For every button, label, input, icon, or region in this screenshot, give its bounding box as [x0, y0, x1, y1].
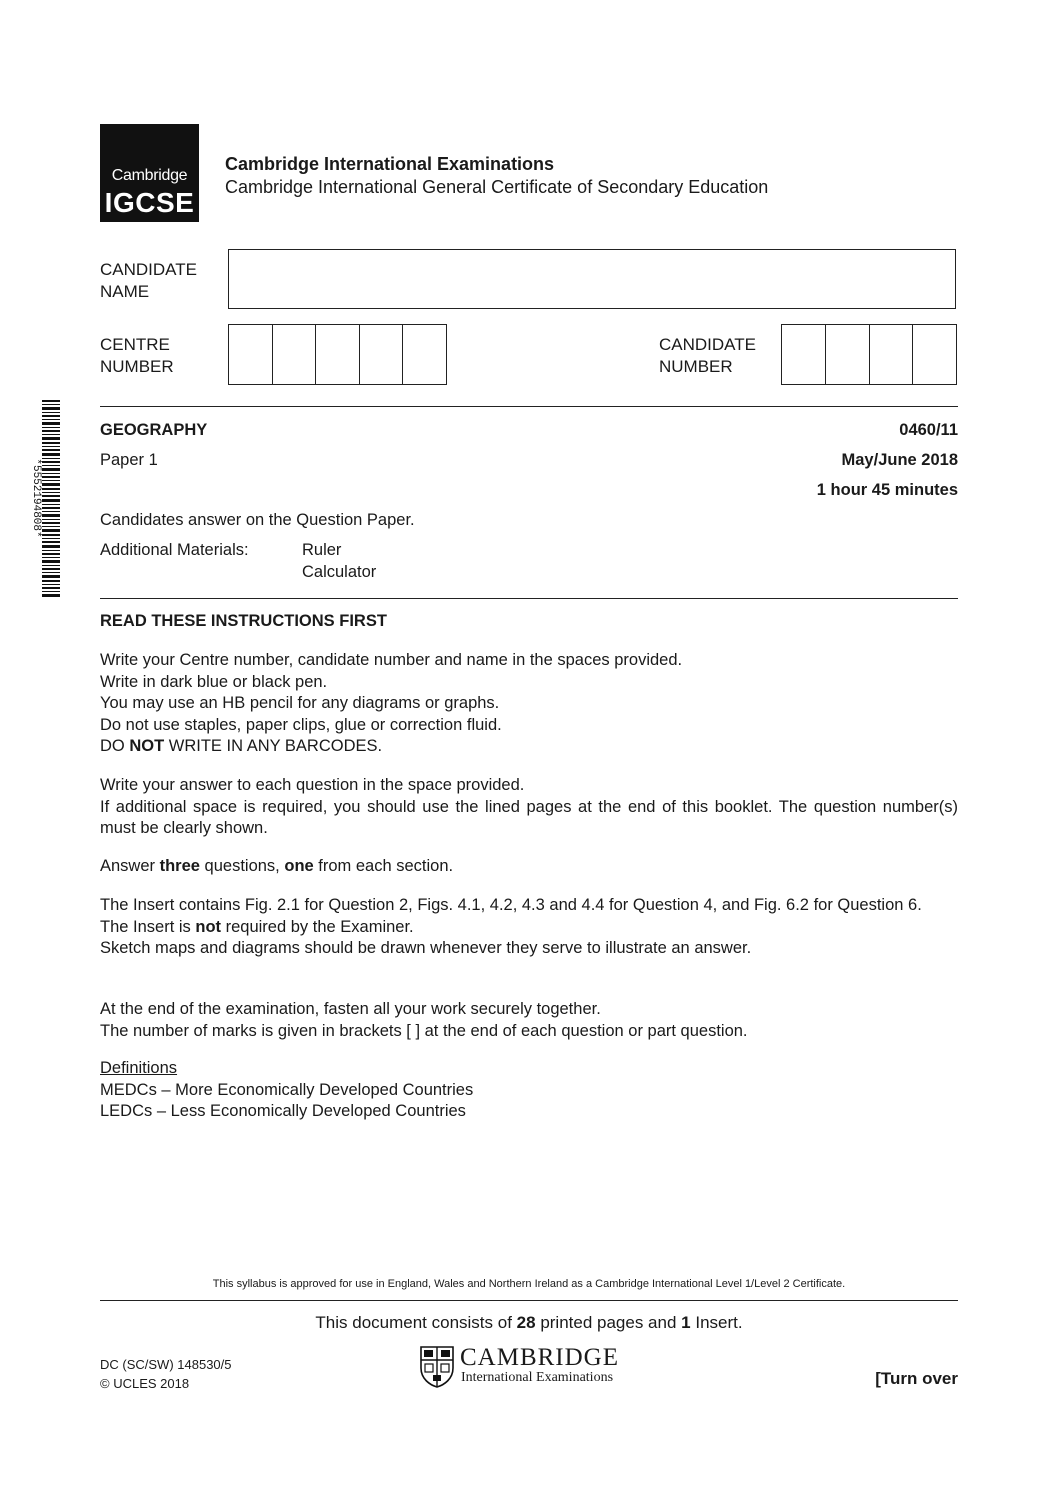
barcode-text: *5552194808*: [30, 458, 42, 538]
emphasis: three: [159, 857, 200, 875]
exam-board: Cambridge International Examinations: [225, 154, 555, 174]
text-run: DO: [100, 737, 130, 755]
instruction-line: Sketch maps and diagrams should be drawn whenever they serve to illustrate an answer.: [100, 939, 752, 957]
centre-number-label: CENTRE NUMBER: [100, 335, 174, 376]
digit-box[interactable]: [229, 325, 273, 384]
syllabus-note: This syllabus is approved for use in England, Wales and Northern Ireland as a Cambridge International Level 1/Level 2 Certificate.: [212, 1278, 846, 1290]
text-run: The Insert is: [100, 917, 196, 936]
text-run: printed pages and: [535, 1313, 682, 1332]
answer-instruction: [100, 856, 958, 878]
material-item: Ruler: [302, 541, 342, 559]
instruction-line: If additional space is required, you should use the lined pages at the end of this booklet. The question number(s) must be clearly shown.: [100, 797, 958, 837]
logo-line2: IGCSE: [104, 187, 195, 218]
instruction-line: The number of marks is given in brackets [ ] at the end of each question or part question.: [100, 1021, 748, 1040]
turn-over: [Turn over: [875, 1369, 958, 1388]
digit-box[interactable]: [913, 325, 956, 384]
cambridge-subtitle: International Examinations: [461, 1370, 614, 1385]
instruction-line: At the end of the examination, fasten all your work securely together.: [100, 1000, 601, 1018]
instructions-heading: READ THESE INSTRUCTIONS FIRST: [100, 612, 387, 630]
instruction-line: [100, 917, 958, 939]
material-item: Calculator: [302, 563, 377, 581]
logo-line1: Cambridge: [111, 167, 188, 184]
exam-session: May/June 2018: [841, 451, 958, 469]
digit-box[interactable]: [826, 325, 870, 384]
text-run: This document consists of: [315, 1313, 517, 1332]
paper-name: Paper 1: [100, 451, 158, 469]
digit-box[interactable]: [360, 325, 404, 384]
digit-box[interactable]: [870, 325, 914, 384]
text-run: from each section.: [313, 857, 454, 875]
page-count: [100, 1313, 958, 1333]
instruction-line: Write your answer to each question in the space provided.: [100, 776, 525, 794]
candidate-number-label: CANDIDATE NUMBER: [659, 335, 756, 376]
exam-duration: 1 hour 45 minutes: [816, 481, 958, 499]
materials-label: Additional Materials:: [100, 541, 249, 559]
digit-box[interactable]: [273, 325, 317, 384]
instruction-line-barcodes: [100, 736, 958, 758]
text-run: questions,: [199, 857, 285, 875]
instruction-line: Write in dark blue or black pen.: [100, 672, 328, 691]
copyright: © UCLES 2018: [100, 1376, 190, 1391]
instructions-block-2: [100, 775, 958, 840]
centre-number-field[interactable]: [228, 324, 447, 385]
document-code: [100, 1355, 232, 1393]
doc-code: DC (SC/SW) 148530/5: [100, 1357, 232, 1372]
subject: GEOGRAPHY: [100, 421, 208, 439]
divider: [100, 598, 958, 599]
definitions: [100, 1058, 958, 1123]
emphasis: one: [284, 857, 314, 875]
divider: [100, 1300, 958, 1301]
digit-box[interactable]: [403, 325, 446, 384]
definitions-heading: Definitions: [100, 1059, 178, 1077]
emphasis: 1: [681, 1313, 691, 1332]
text-run: Insert.: [690, 1313, 743, 1332]
emphasis: 28: [516, 1313, 536, 1332]
divider: [100, 406, 958, 407]
text-run: WRITE IN ANY BARCODES.: [164, 737, 383, 755]
instruction-line: The Insert contains Fig. 2.1 for Question 2, Figs. 4.1, 4.2, 4.3 and 4.4 for Question 4, and Fig. 6.2 for Question 6.: [100, 896, 922, 914]
answer-on-paper: Candidates answer on the Question Paper.: [100, 511, 415, 529]
emphasis: not: [195, 917, 222, 936]
candidate-name-field[interactable]: [228, 249, 956, 309]
text-run: Answer: [100, 857, 160, 875]
candidate-name-label: CANDIDATE NAME: [100, 260, 197, 301]
cambridge-wordmark: CAMBRIDGE: [460, 1344, 620, 1371]
igcse-logo: [100, 124, 199, 222]
barcode: [28, 398, 62, 598]
definition-item: MEDCs – More Economically Developed Countries: [100, 1080, 474, 1099]
instruction-line: Write your Centre number, candidate number and name in the spaces provided.: [100, 651, 683, 669]
candidate-number-field[interactable]: [781, 324, 957, 385]
insert-instructions: [100, 895, 958, 960]
emphasis: NOT: [129, 737, 165, 755]
digit-box[interactable]: [316, 325, 360, 384]
definition-item: LEDCs – Less Economically Developed Countries: [100, 1102, 466, 1120]
instructions-block-1: [100, 650, 958, 758]
instructions-block-4: [100, 999, 958, 1042]
instruction-line: Do not use staples, paper clips, glue or correction fluid.: [100, 715, 502, 734]
crest-icon: [420, 1346, 454, 1393]
instruction-line: You may use an HB pencil for any diagrams or graphs.: [100, 694, 500, 712]
certificate-title: Cambridge International General Certificate of Secondary Education: [225, 177, 769, 197]
paper-code: 0460/11: [899, 421, 958, 439]
digit-box[interactable]: [782, 325, 826, 384]
text-run: required by the Examiner.: [221, 917, 414, 936]
